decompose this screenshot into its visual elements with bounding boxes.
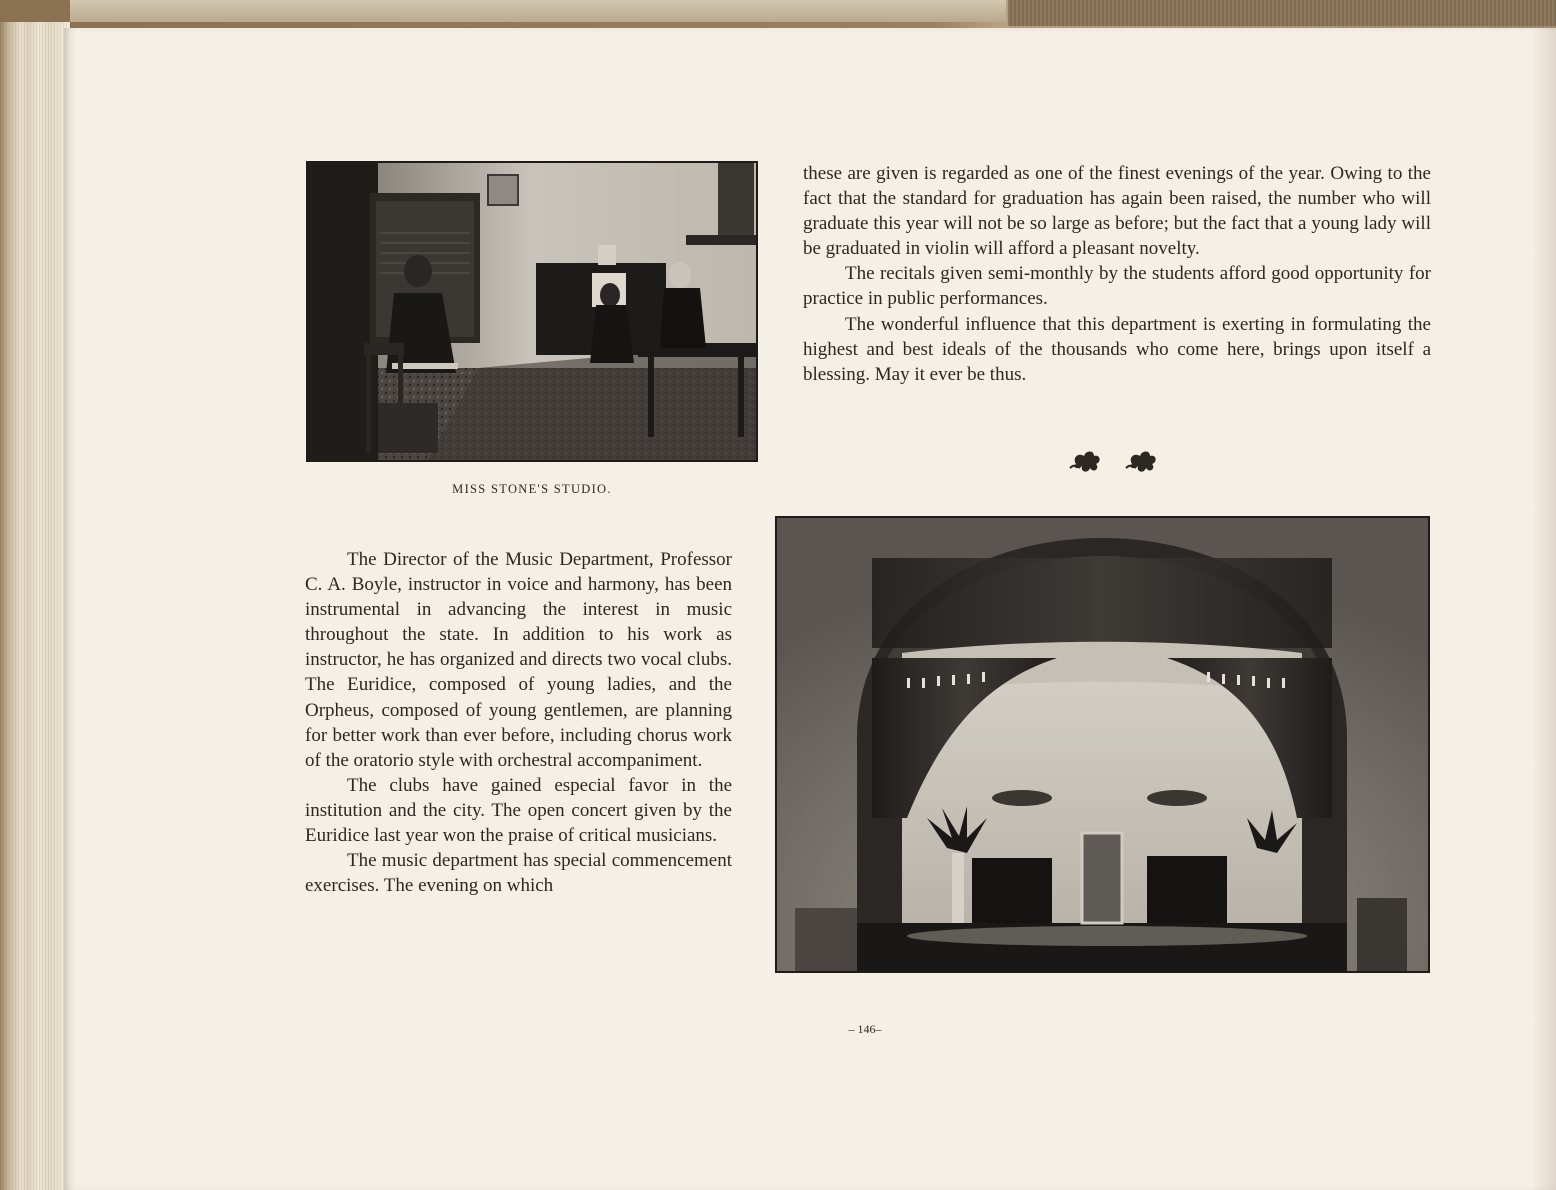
cloth-binding [1008,0,1556,26]
paragraph: The recitals given semi-monthly by the students afford good opportunity for practice in public performances. [803,263,1431,310]
paragraph: The clubs have gained especial favor in the institution and the city. The open concert given by the Euridice last year won the praise of critical musicians. [305,774,732,847]
stage-photo [775,516,1430,973]
book-cover-edge [0,0,1556,28]
fleuron-icon [1070,452,1100,472]
paragraph: these are given is regarded as one of the finest evenings of the year. Owing to the fact that the standard for graduation has again been raised, the number who will graduate this year will not be so large as before; but the fact that a young lady will be graduated in violin will afford a pleasant novelty. [803,163,1431,260]
fleuron-icon [1126,452,1156,472]
facing-page-edge [70,0,1006,22]
paragraph: The Director of the Music Department, Professor C. A. Boyle, instructor in voice and harmony, has been instrumental in advancing the interest in music throughout the state. In addition to his work as instructor, he has organized and directs two vocal clubs. The Euridice, composed of young ladies, and the Orpheus, composed of young gentlemen, are planning for better work than ever before, including chorus work of the oratorio style with orchestral accompaniment. [305,549,732,771]
page-number: – 146– [848,1022,882,1036]
studio-photo-caption: MISS STONE'S STUDIO. [452,482,612,496]
left-text-column [305,547,732,898]
paragraph: The wonderful influence that this department is exerting in formulating the highest and best ideals of the thousands who come here, brings upon itself a blessing. May it ever be thus. [803,313,1431,385]
page-edges [0,22,70,1190]
studio-photo [306,161,758,462]
right-text-column [803,161,1431,387]
paragraph: The music department has special commencement exercises. The evening on which [305,850,732,897]
fleuron-ornament [1068,446,1164,474]
